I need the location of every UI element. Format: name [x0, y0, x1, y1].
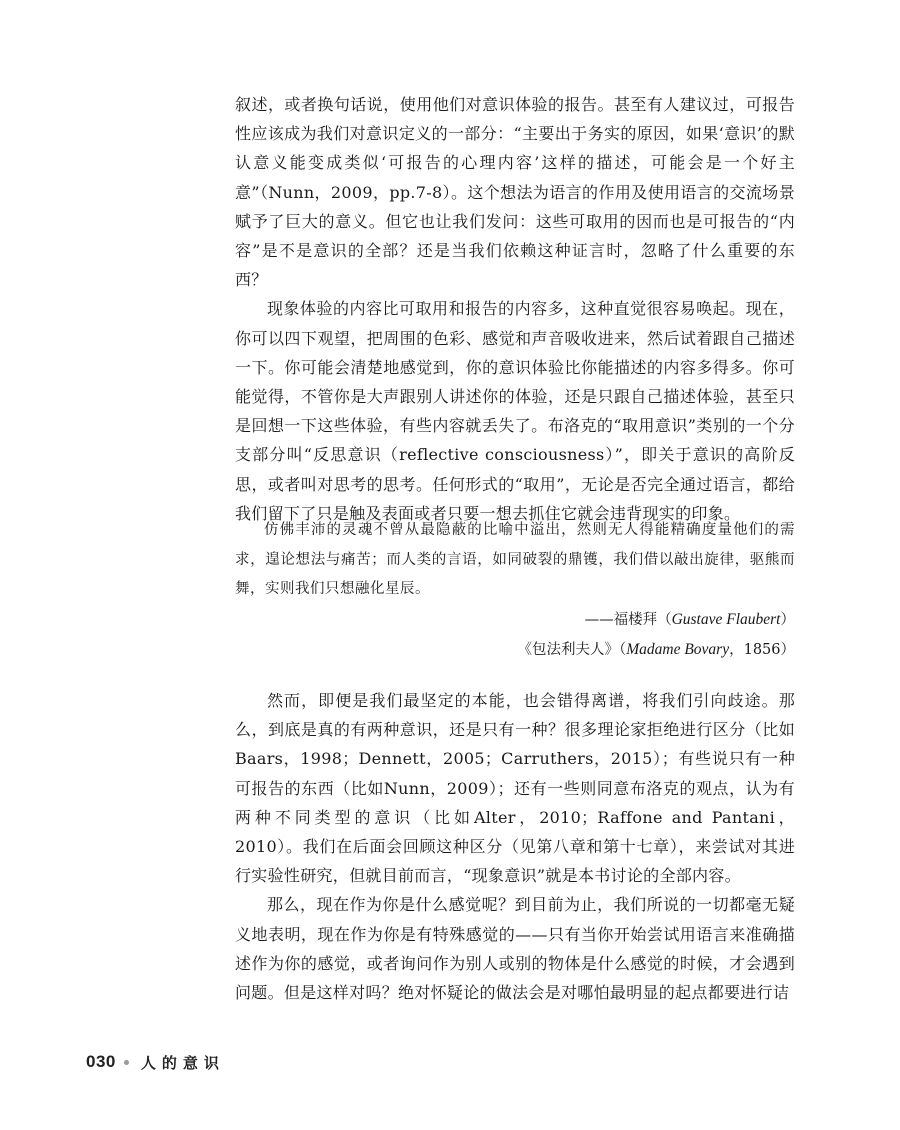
page-number: 030 [86, 1052, 116, 1071]
paragraph-3: 然而，即便是我们最坚定的本能，也会错得离谱，将我们引向歧途。那么，到底是真的有两种意识，还是只有一种？很多理论家拒绝进行区分（比如Baars，1998；Dennett，2005；Carruthers，2015）；有些说只有一种可报告的东西（比如Nunn，2009）；还有一些则同意布洛克的观点，认为有两种不同类型的意识（比如Alter，2010；Raffone and Pantani，2010）。我们在后面会回顾这种区分（见第八章和第十七章），来尝试对其进行实验性研究，但就目前而言，“现象意识”就是本书讨论的全部内容。 [235, 691, 795, 886]
quote-author-close: ） [780, 611, 795, 628]
paragraph-1: 叙述，或者换句话说，使用他们对意识体验的报告。甚至有人建议过，可报告性应该成为我们对意识定义的一部分：“主要出于务实的原因，如果‘意识’的默认意义能变成类似‘可报告的心理内容’这样的描述，可能会是一个好主意”（Nunn，2009，pp.7-8）。这个想法为语言的作用及使用语言的交流场景赋予了巨大的意义。但它也让我们发问：这些可取用的因而也是可报告的“内容”是不是意识的全部？还是当我们依赖这种证言时，忽略了什么重要的东西？ [235, 95, 795, 290]
quote-author [235, 605, 795, 636]
quote-work-year: ，1856） [729, 642, 795, 658]
bullet-dot-icon [124, 1060, 129, 1065]
quote-text: 仿佛丰沛的灵魂不曾从最隐蔽的比喻中溢出，然则无人得能精确度量他们的需求，遑论想法与痛苦；而人类的言语，如同破裂的鼎镬，我们借以敲出旋律，驱熊而舞，实则我们只想融化星辰。 [235, 522, 795, 597]
body-text-bottom [235, 686, 795, 1007]
epigraph-quote [235, 516, 795, 666]
quote-author-cn: ——福楼拜（ [584, 611, 672, 628]
page-footer [86, 1050, 225, 1074]
quote-work-cn: 《包法利夫人》（ [517, 642, 627, 658]
paragraph-4: 那么，现在作为你是什么感觉呢？到目前为止，我们所说的一切都毫无疑义地表明，现在作为你是有特殊感觉的——只有当你开始尝试用语言来准确描述作为你的感觉，或者询问作为别人或别的物体是什么感觉的时候，才会遇到问题。但是这样对吗？绝对怀疑论的做法会是对哪怕最明显的起点都要进行诘 [235, 895, 795, 1003]
body-text-top [235, 90, 795, 528]
quote-author-latin: Gustave Flaubert [671, 610, 781, 628]
quote-work-latin: Madame Bovary [626, 641, 730, 658]
paragraph-2: 现象体验的内容比可取用和报告的内容多，这种直觉很容易唤起。现在，你可以四下观望，把周围的色彩、感觉和声音吸收进来，然后试着跟自己描述一下。你可能会清楚地感觉到，你的意识体验比你能描述的内容多得多。你可能觉得，不管你是大声跟别人讲述你的体验，还是只跟自己描述体验，甚至只是回想一下这些体验，有些内容就丢失了。布洛克的“取用意识”类别的一个分支部分叫“反思意识（reflective consciousness）”，即关于意识的高阶反思，或者叫对思考的思考。任何形式的“取用”，无论是否完全通过语言，都给我们留下了只是触及表面或者只要一想去抓住它就会违背现实的印象。 [235, 299, 795, 523]
running-book-title: 人的意识 [140, 1053, 225, 1072]
quote-work [235, 635, 795, 666]
